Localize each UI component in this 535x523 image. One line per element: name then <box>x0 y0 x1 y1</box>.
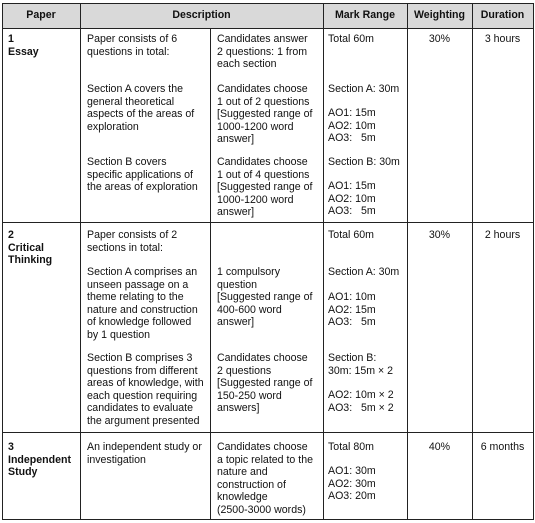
marks-section-b: Section B: 30m: 15m × 2 <box>328 352 394 377</box>
grid-line <box>407 3 408 520</box>
marks-section-b-ao: AO1: 15m AO2: 10m AO3: 5m <box>328 180 376 217</box>
header-mark-range: Mark Range <box>334 9 396 21</box>
marks-section-a-ao: AO1: 15m AO2: 10m AO3: 5m <box>328 107 376 144</box>
marks-section-a: Section A: 30m <box>328 266 400 278</box>
header-paper: Paper <box>26 9 56 21</box>
description-section-b: Section B covers specific applications of the areas of exploration <box>87 156 198 193</box>
marks-total: Total 80m <box>328 441 374 453</box>
paper-name: Essay <box>8 45 39 58</box>
grid-line <box>2 432 534 433</box>
header-description: Description <box>172 9 231 21</box>
weighting-value: 30% <box>428 33 451 45</box>
paper-number: 2 <box>8 229 14 241</box>
paper-number: 1 <box>8 33 14 45</box>
description-intro: Paper consists of 2 sections in total: <box>87 229 178 254</box>
description-intro: An independent study or investigation <box>87 441 202 466</box>
description-section-b: Section B comprises 3 questions from different areas of knowledge, with each question requiring candidates to evaluate the argument presented <box>87 352 204 427</box>
paper-name: Critical Thinking <box>8 241 53 266</box>
marks-section-a: Section A: 30m <box>328 83 400 95</box>
paper-number: 3 <box>8 441 14 453</box>
table-header <box>2 3 533 28</box>
duration-value: 6 months <box>480 441 525 453</box>
grid-line <box>323 3 324 520</box>
grid-line <box>472 3 473 520</box>
grid-line <box>2 222 534 223</box>
paper-name: Independent Study <box>8 453 71 478</box>
description-section-a-detail: Candidates choose 1 out of 2 questions [Suggested range of 1000-1200 word answer] <box>217 83 313 145</box>
description-section-a-detail: 1 compulsory question [Suggested range of 400-600 word answer] <box>217 266 313 328</box>
grid-line <box>80 3 81 520</box>
description-intro-detail: Candidates choose a topic related to the nature and construction of knowledge (2500-3000 words) <box>217 441 313 516</box>
description-section-b-detail: Candidates choose 2 questions [Suggested range of 150-250 word answers] <box>217 352 313 414</box>
marks-section-b: Section B: 30m <box>328 156 400 168</box>
grid-line <box>2 3 534 4</box>
description-intro: Paper consists of 6 questions in total: <box>87 33 178 58</box>
description-section-a: Section A covers the general theoretical aspects of the areas of exploration <box>87 83 195 133</box>
grid-line <box>533 3 534 520</box>
description-section-b-detail: Candidates choose 1 out of 4 questions [Suggested range of 1000-1200 word answer] <box>217 156 313 218</box>
duration-value: 2 hours <box>484 229 521 241</box>
grid-line <box>2 519 534 520</box>
grid-line <box>2 28 534 29</box>
header-duration: Duration <box>480 9 525 21</box>
weighting-value: 40% <box>428 441 451 453</box>
duration-value: 3 hours <box>484 33 521 45</box>
header-weighting: Weighting <box>414 9 465 21</box>
weighting-value: 30% <box>428 229 451 241</box>
description-section-a: Section A comprises an unseen passage on a theme relating to the nature and construction of knowledge followed by 1 question <box>87 266 198 341</box>
description-intro-detail: Candidates answer 2 questions: 1 from each section <box>217 33 308 70</box>
marks-total: Total 60m <box>328 33 374 45</box>
marks-section-a-ao: AO1: 10m AO2: 15m AO3: 5m <box>328 291 376 328</box>
grid-line <box>210 28 211 520</box>
marks-section-b-ao: AO2: 10m × 2 AO3: 5m × 2 <box>328 389 394 414</box>
marks-ao: AO1: 30m AO2: 30m AO3: 20m <box>328 465 376 502</box>
marks-total: Total 60m <box>328 229 374 241</box>
grid-line <box>2 3 3 520</box>
